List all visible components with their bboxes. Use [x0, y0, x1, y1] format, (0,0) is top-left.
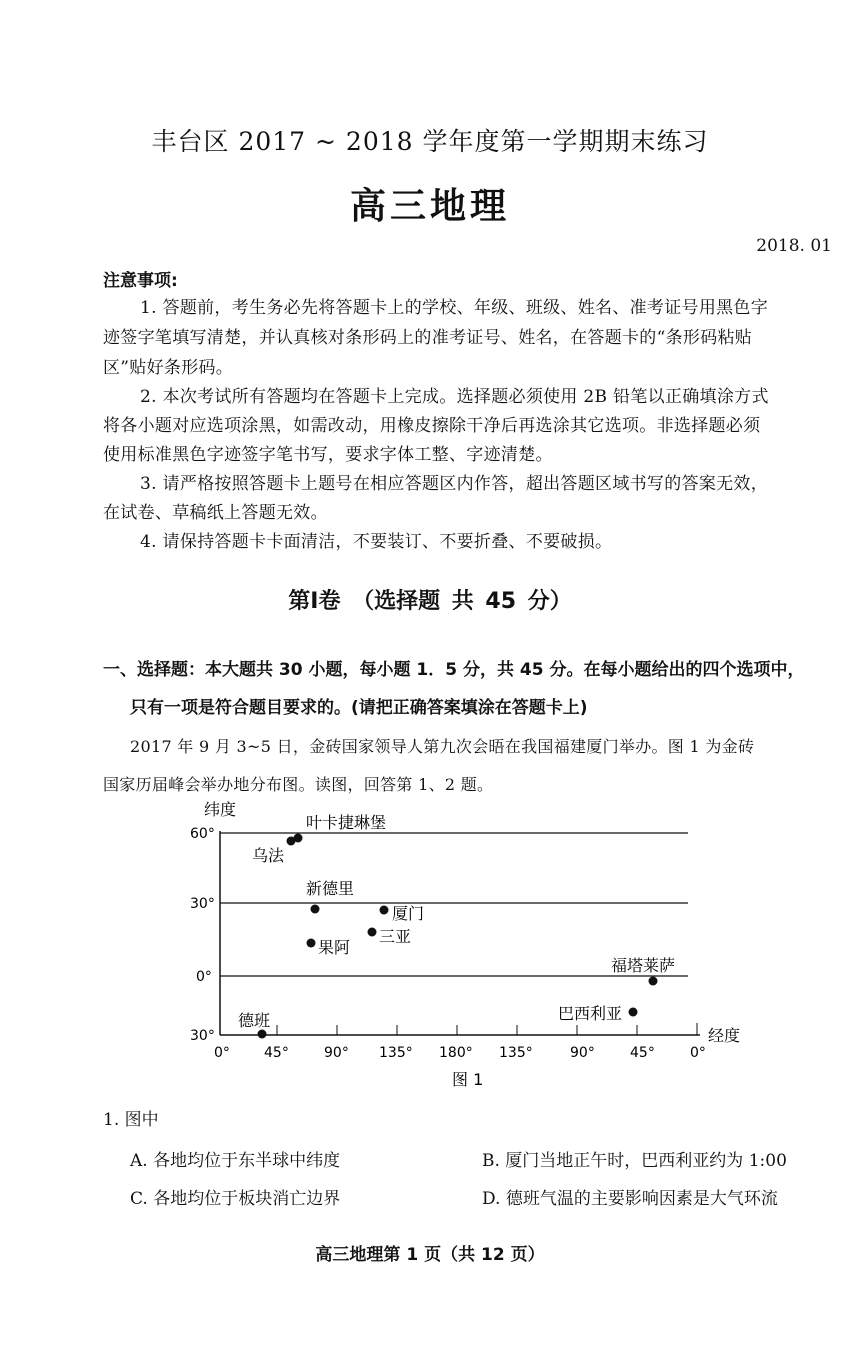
exam-date: 2018. 01	[756, 236, 832, 256]
data-point	[380, 906, 389, 915]
city-fortaleza	[611, 956, 675, 986]
data-point	[629, 1008, 638, 1017]
y-tick-label: 0°	[196, 969, 212, 985]
data-point	[258, 1030, 267, 1039]
question-1-option-d[interactable]: D. 德班气温的主要影响因素是大气环流	[482, 1189, 778, 1209]
city-goa	[307, 938, 351, 957]
notice-line: 迹签字笔填写清楚，并认真核对条形码上的准考证号、姓名，在答题卡的“条形码粘贴	[103, 328, 753, 348]
point-label: 果阿	[318, 938, 351, 957]
intro-line1: 2017 年 9 月 3~5 日，金砖国家领导人第九次会晤在我国福建厦门举办。图 1 为金砖	[130, 737, 755, 756]
y-tick-label: 30°	[190, 896, 215, 912]
notice-line: 2. 本次考试所有答题均在答题卡上完成。选择题必须使用 2B 铅笔以正确填涂方式	[140, 387, 769, 407]
data-point	[649, 977, 658, 986]
x-ticks	[277, 1023, 697, 1035]
x-tick-label: 135°	[379, 1045, 413, 1061]
x-tick-label: 90°	[324, 1045, 349, 1061]
page-footer: 高三地理第 1 页（共 12 页）	[315, 1245, 545, 1265]
intro-line2: 国家历届峰会举办地分布图。读图，回答第 1、2 题。	[103, 775, 494, 794]
data-point	[307, 939, 316, 948]
part1-instructions-line2: 只有一项是符合题目要求的。(请把正确答案填涂在答题卡上)	[130, 698, 588, 718]
data-point	[287, 837, 296, 846]
exam-subtitle: 丰台区 2017 ~ 2018 学年度第一学期期末练习	[151, 127, 709, 156]
data-point	[368, 928, 377, 937]
question-1-option-a[interactable]: A. 各地均位于东半球中纬度	[130, 1151, 341, 1171]
x-tick-label: 0°	[690, 1045, 706, 1061]
notice-line: 在试卷、草稿纸上答题无效。	[103, 503, 328, 523]
question-1-option-b[interactable]: B. 厦门当地正午时，巴西利亚约为 1:00	[482, 1151, 787, 1171]
city-brasilia	[558, 1004, 638, 1023]
notice-heading: 注意事项:	[103, 271, 178, 291]
x-tick-label: 45°	[264, 1045, 289, 1061]
x-tick-label: 90°	[570, 1045, 595, 1061]
city-xiamen	[380, 904, 425, 923]
notice-line: 4. 请保持答题卡卡面清洁，不要装订、不要折叠、不要破损。	[140, 532, 613, 552]
notice-line: 将各小题对应选项涂黑，如需改动，用橡皮擦除干净后再选涂其它选项。非选择题必须	[103, 416, 761, 436]
point-label: 德班	[238, 1011, 271, 1030]
city-yekaterinburg	[294, 813, 387, 843]
x-tick-label: 45°	[630, 1045, 655, 1061]
exam-title: 高三地理	[349, 186, 510, 227]
point-label: 叶卡捷琳堡	[306, 813, 387, 832]
point-label: 厦门	[392, 904, 425, 923]
notice-line: 1. 答题前，考生务必先将答题卡上的学校、年级、班级、姓名、准考证号用黑色字	[140, 298, 769, 318]
question-1-option-c[interactable]: C. 各地均位于板块消亡边界	[130, 1189, 341, 1209]
notice-line: 3. 请严格按照答题卡上题号在相应答题区内作答，超出答题区域书写的答案无效，	[140, 474, 769, 494]
point-label: 三亚	[379, 927, 412, 946]
figure-caption: 图 1	[452, 1070, 484, 1089]
x-tick-label: 135°	[499, 1045, 533, 1061]
city-ufa	[252, 837, 296, 866]
figure-1-chart	[180, 795, 780, 1095]
y-tick-label: 60°	[190, 826, 215, 842]
point-label: 福塔莱萨	[611, 956, 676, 975]
y-axis-label: 纬度	[204, 800, 237, 819]
x-axis-label: 经度	[708, 1026, 741, 1045]
point-label: 乌法	[252, 846, 285, 865]
part1-instructions-line1: 一、选择题：本大题共 30 小题，每小题 1．5 分，共 45 分。在每小题给出的四个选项中，	[103, 660, 805, 680]
x-tick-label: 0°	[214, 1045, 230, 1061]
y-tick-label: 30°	[190, 1028, 215, 1044]
notice-line: 区”贴好条形码。	[103, 358, 234, 378]
point-label: 新德里	[306, 879, 355, 898]
city-new-delhi	[306, 879, 354, 914]
point-label: 巴西利亚	[558, 1004, 623, 1023]
question-1-stem: 1. 图中	[103, 1110, 159, 1130]
section-title: 第Ⅰ卷 （选择题 共 45 分）	[288, 589, 572, 614]
data-point	[311, 905, 320, 914]
x-tick-label: 180°	[439, 1045, 473, 1061]
notice-line: 使用标准黑色字迹签字笔书写，要求字体工整、字迹清楚。	[103, 445, 553, 465]
city-sanya	[368, 927, 412, 946]
